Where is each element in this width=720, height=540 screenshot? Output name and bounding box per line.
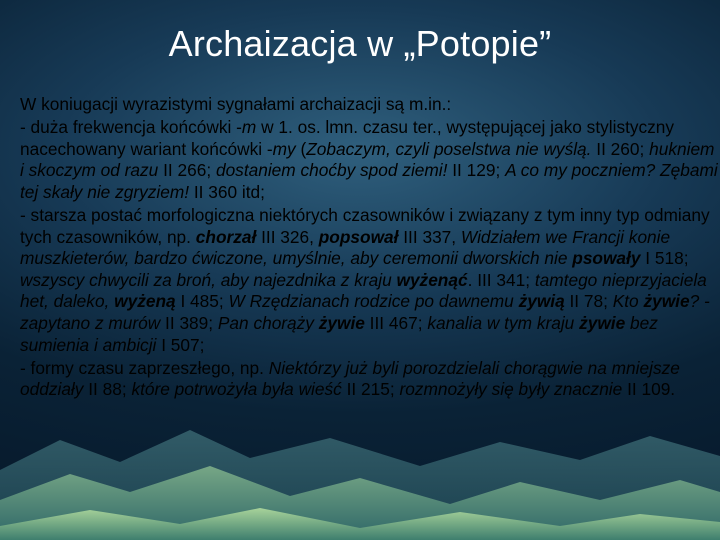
text-span: - duża frekwencja końcówki - [20,117,242,138]
italic-span: ? - zapytano z murów [20,291,710,333]
mountain-background [0,400,720,540]
italic-span: Niektórzy już byli porozdzielali chorągwie na mniejsze oddziały [20,357,680,400]
italic-span: W Rzędzianach rodzice po dawnemu [228,291,519,312]
italic-span: my [272,138,296,159]
text-span: w 1. os. lmn. czasu ter., występującej jako stylistyczny nacechowany wariant końcówki - [20,117,675,159]
italic-span: dostaniem choćby spod ziemi! [215,160,448,181]
italic-span: kanalia w tym kraju [427,312,580,333]
text-span: III 326, [256,226,319,247]
bold-italic-span: psowały [572,248,641,269]
text-span: II 360 itd; [189,181,265,202]
italic-span: Kto [612,291,644,312]
text-span: III 467; [364,312,428,333]
bold-italic-span: żywie [318,312,365,333]
text-span: II 78; [564,291,613,312]
text-span: II 266; [158,160,216,181]
paragraph-verb-forms [20,205,720,356]
italic-span: hukniem i skoczym od razu [20,138,715,181]
italic-span: wszyscy chwycili za broń, aby najezdnika z kraju [20,269,397,290]
text-span: - starsza postać morfologiczna niektórych czasowników i związany z tym inny typ odmiany tych czasowników, np. [20,204,710,247]
paragraph-pluperfect [20,358,720,401]
italic-span: m [241,117,257,138]
intro-paragraph: W koniugacji wyrazistymi sygnałami archaizacji są m.in.: [20,94,452,114]
text-span: II 260; [591,138,650,159]
text-span: I 507; [156,334,205,355]
text-span: - formy czasu zaprzeszłego, np. [20,357,269,378]
bold-italic-span: żywie [579,312,626,333]
text-span: II 129; [447,160,506,181]
italic-span: bez sumienia i ambicji [20,312,658,355]
text-span: II 88; [83,379,132,400]
italic-span: Pan chorąży [217,312,319,333]
text-span: II 109. [622,379,676,400]
bold-italic-span: wyżeną [114,291,176,312]
italic-span: które potrwożyła była wieść [131,379,342,400]
bold-italic-span: chorzał [195,226,257,247]
text-span: II 215; [341,379,400,400]
text-span: III 337, [398,226,461,247]
paragraph-ending-m [20,117,720,203]
italic-span: Widziałem we Francji konie muszkieterów, bardzo ćwiczone, umyślnie, aby ceremonii dworskich nie [20,226,671,269]
bold-italic-span: popsował [318,226,399,247]
text-span: I 518; [640,248,689,269]
bold-italic-span: wyżenąć [396,269,468,290]
text-span: II 389; [160,312,218,333]
italic-span: rozmnożyły się były znacznie [399,379,623,400]
italic-span: tamtego nieprzyjaciela het, daleko, [20,269,707,312]
italic-span: A co my poczniem? Zębami tej skały nie zgryziem! [20,160,718,202]
bold-italic-span: żywią [518,291,565,312]
italic-span: Zobaczym, czyli poselstwa nie wyślą. [306,138,592,159]
text-span: . III 341; [467,269,535,290]
slide-body [20,94,720,402]
text-span: ( [295,138,307,159]
slide-title: Archaizacja w „Potopie” [168,23,552,64]
text-span: I 485; [175,291,229,312]
bold-italic-span: żywie [643,291,690,312]
